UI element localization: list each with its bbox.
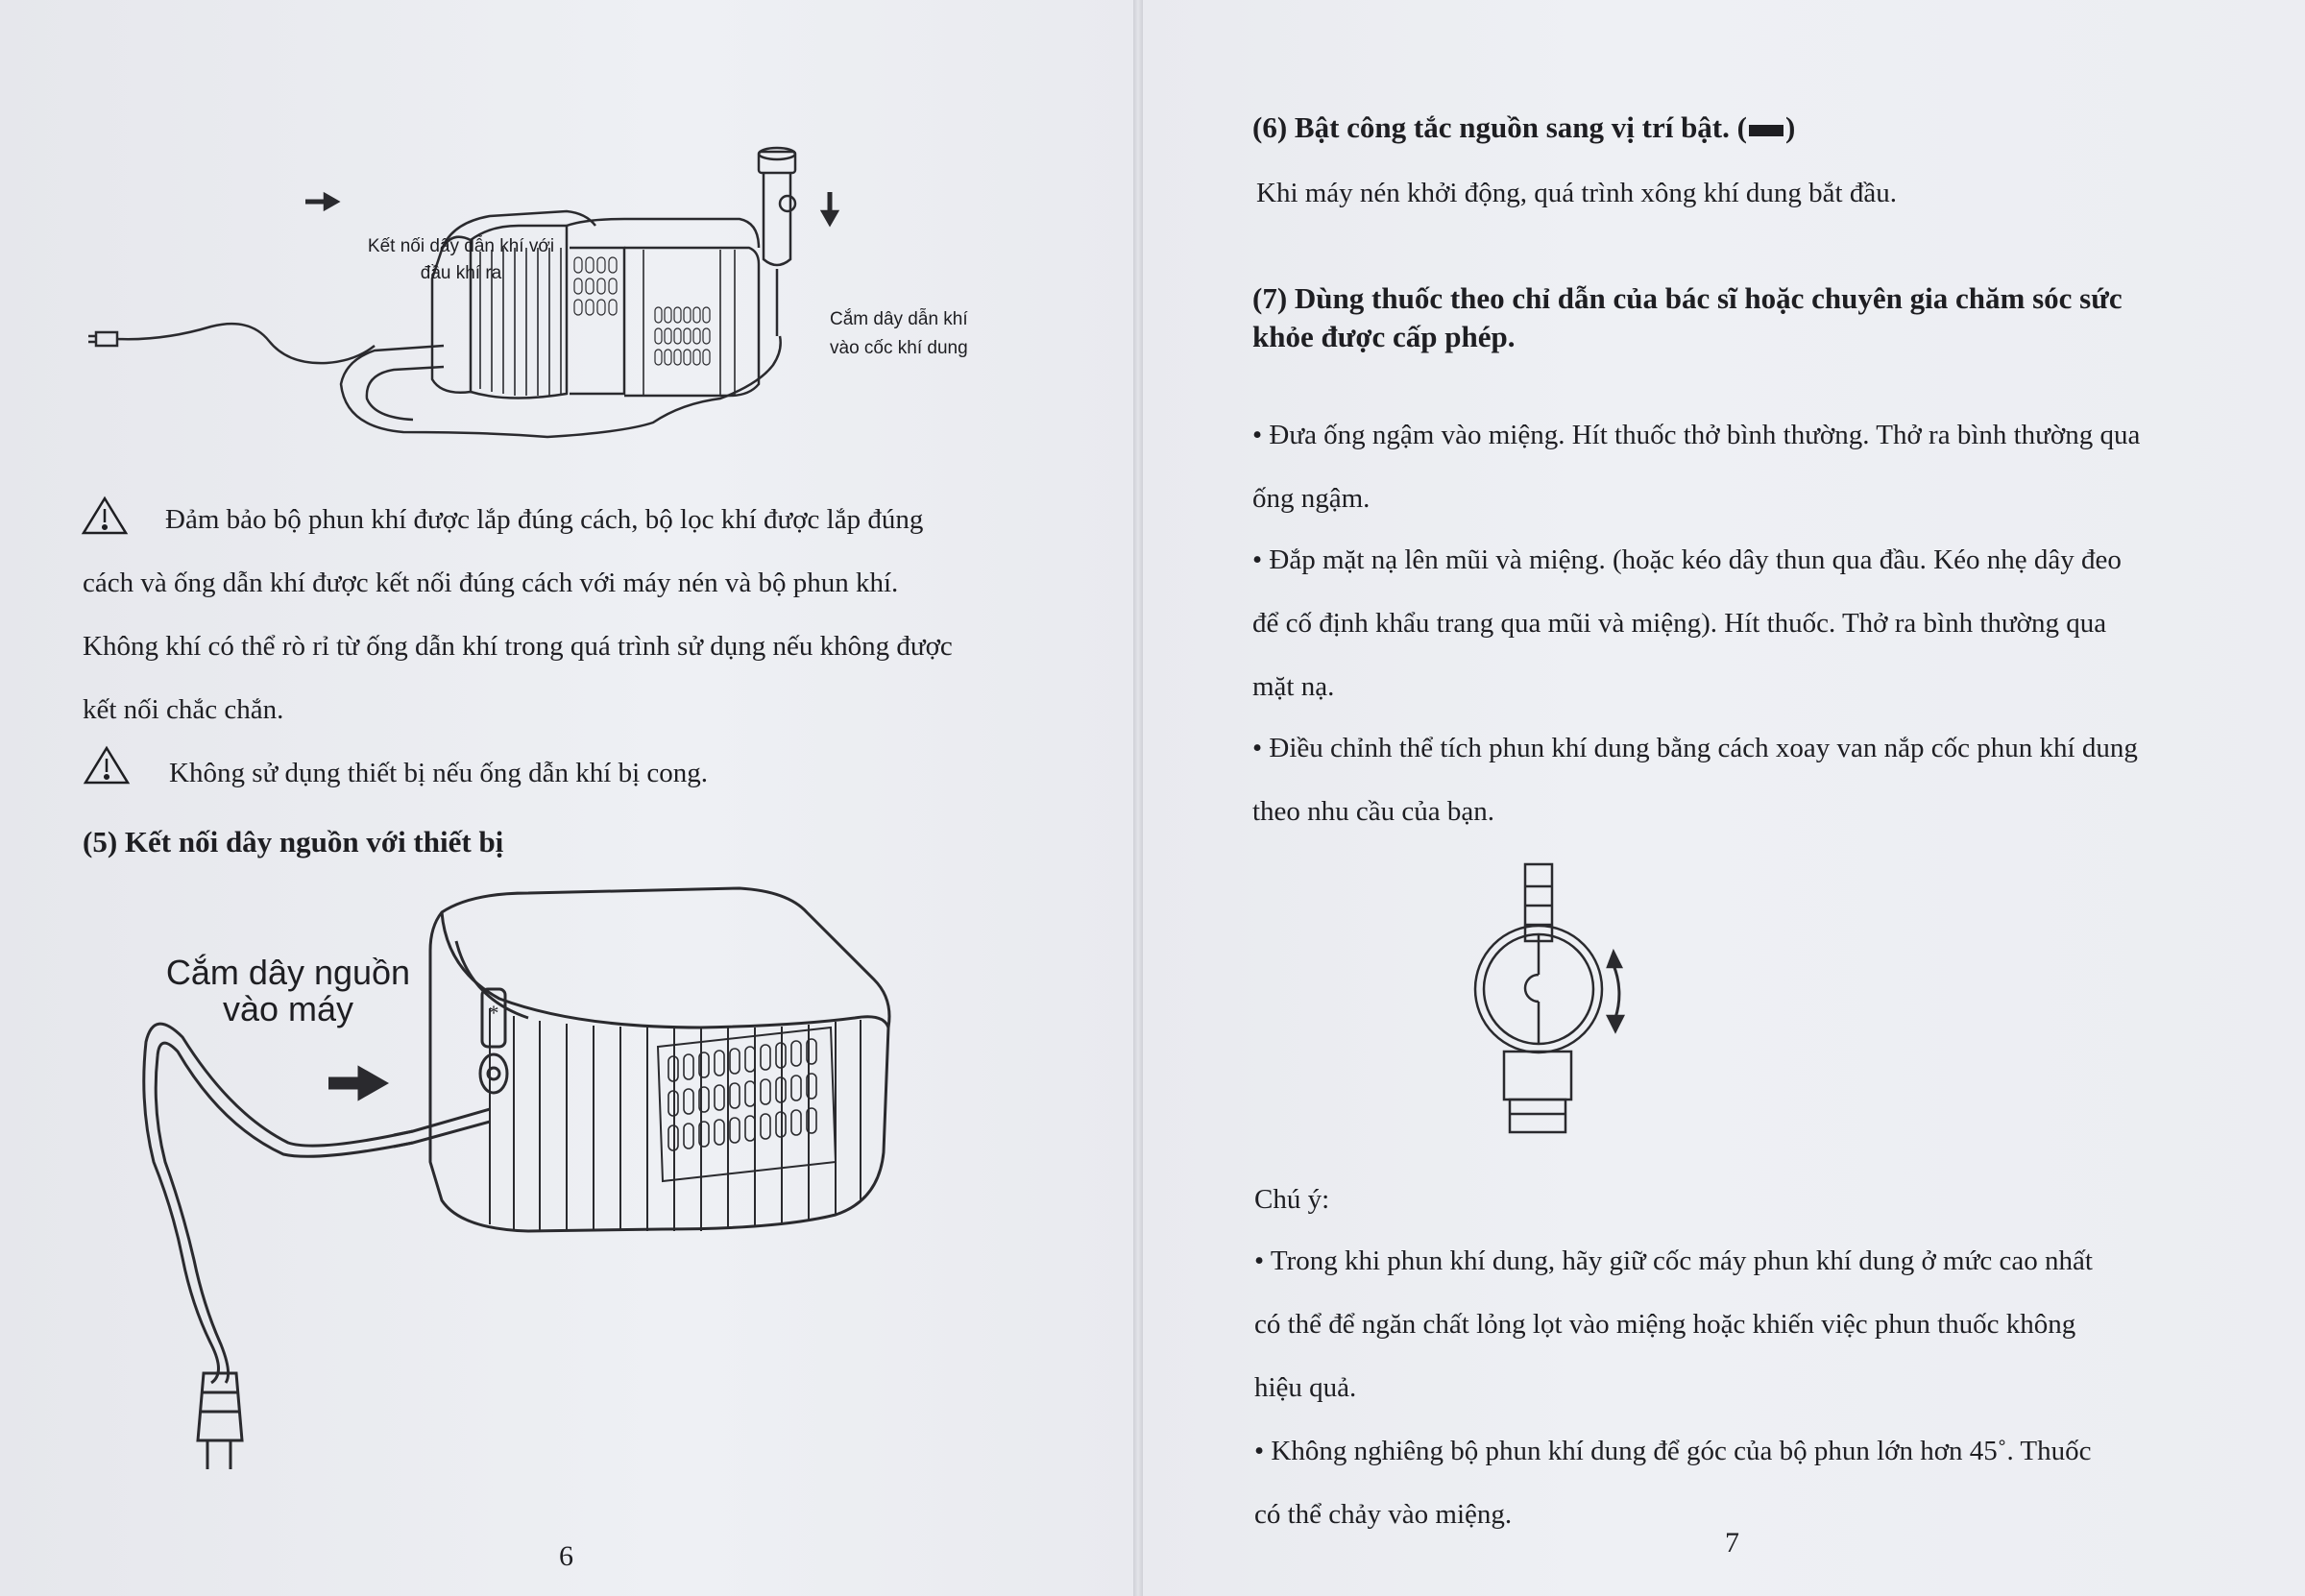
svg-text:*: * bbox=[488, 1001, 499, 1025]
book-gutter bbox=[1133, 0, 1143, 1596]
heading-7-line1: (7) Dùng thuốc theo chỉ dẫn của bác sĩ hoặc chuyên gia chăm sóc sức bbox=[1252, 281, 2123, 315]
warning-triangle-icon bbox=[83, 745, 131, 786]
note-line-1: • Trong khi phun khí dung, hãy giữ cốc máy phun khí dung ở mức cao nhất bbox=[1254, 1245, 2093, 1276]
bullet-line-5: mặt nạ. bbox=[1252, 671, 1335, 702]
warning1-line4: kết nối chắc chắn. bbox=[83, 694, 284, 725]
bullet-line-3: • Đắp mặt nạ lên mũi và miệng. (hoặc kéo dây thun qua đầu. Kéo nhẹ dây đeo bbox=[1252, 544, 2122, 575]
compressor-nebulizer-illustration bbox=[86, 144, 1008, 451]
note-title: Chú ý: bbox=[1254, 1184, 1330, 1215]
warning1-line1: Đảm bảo bộ phun khí được lắp đúng cách, bộ lọc khí được lắp đúng bbox=[165, 504, 924, 535]
heading-6-text: (6) Bật công tắc nguồn sang vị trí bật. ( bbox=[1252, 110, 1747, 144]
note-line-4: • Không nghiêng bộ phun khí dung để góc của bộ phun lớn hơn 45˚. Thuốc bbox=[1254, 1436, 2092, 1466]
warning-triangle-icon bbox=[81, 496, 129, 536]
fig2-plug-label-line2: vào máy bbox=[222, 989, 354, 1028]
note-line-5: có thể chảy vào miệng. bbox=[1254, 1499, 1513, 1530]
note-line-2: có thể để ngăn chất lỏng lọt vào miệng hoặc khiến việc phun thuốc không bbox=[1254, 1309, 2076, 1340]
bullet-line-7: theo nhu cầu của bạn. bbox=[1252, 796, 1495, 827]
paragraph-6: Khi máy nén khởi động, quá trình xông khí dung bắt đầu. bbox=[1256, 178, 1897, 208]
note-line-3: hiệu quả. bbox=[1254, 1372, 1357, 1403]
fig2-plug-label-line1: Cắm dây nguồn bbox=[165, 953, 411, 992]
fig1-cup-label-line2: vào cốc khí dung bbox=[830, 338, 968, 358]
bullet-line-1: • Đưa ống ngậm vào miệng. Hít thuốc thở bình thường. Thở ra bình thường qua bbox=[1252, 420, 2141, 450]
heading-6 bbox=[1252, 109, 1795, 146]
heading-5: (5) Kết nối dây nguồn với thiết bị bbox=[83, 825, 504, 858]
page-number-left: 6 bbox=[559, 1540, 573, 1572]
heading-6-close: ) bbox=[1784, 110, 1796, 144]
bullet-line-2: ống ngậm. bbox=[1252, 483, 1371, 514]
fig1-outlet-label-line2: đầu khí ra bbox=[420, 263, 502, 283]
fig1-outlet-label-line1: Kết nối dây dẫn khí với bbox=[367, 236, 555, 256]
warning1-line3: Không khí có thể rò rỉ từ ống dẫn khí trong quá trình sử dụng nếu không được bbox=[83, 631, 953, 662]
warning1-line2: cách và ống dẫn khí được kết nối đúng cách với máy nén và bộ phun khí. bbox=[83, 568, 899, 598]
nebulizer-valve-rotation-illustration bbox=[1450, 859, 1642, 1148]
heading-7-line2: khỏe được cấp phép. bbox=[1252, 320, 1516, 353]
bullet-line-6: • Điều chỉnh thể tích phun khí dung bằng cách xoay van nắp cốc phun khí dung bbox=[1252, 733, 2138, 763]
switch-on-symbol-icon bbox=[1749, 125, 1783, 136]
bullet-line-4: để cố định khẩu trang qua mũi và miệng). Hít thuốc. Thở ra bình thường qua bbox=[1252, 608, 2107, 639]
warning2-text: Không sử dụng thiết bị nếu ống dẫn khí bị cong. bbox=[169, 758, 709, 788]
page-number-right: 7 bbox=[1725, 1527, 1739, 1559]
fig1-cup-label-line1: Cắm dây dẫn khí bbox=[830, 309, 968, 329]
